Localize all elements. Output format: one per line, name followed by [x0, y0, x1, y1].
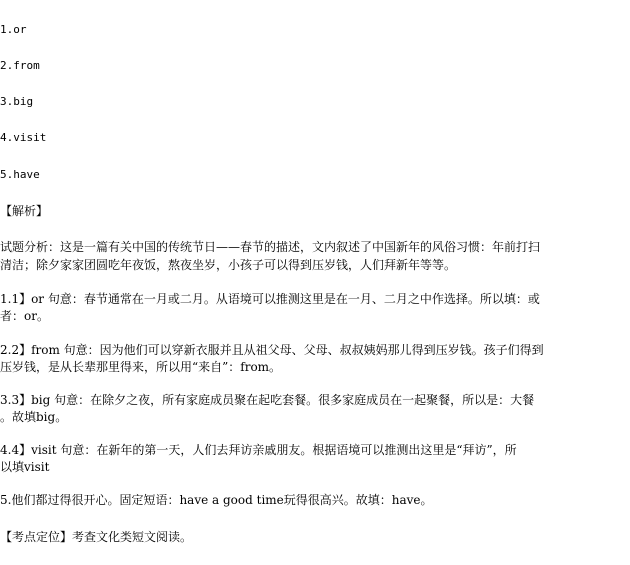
analysis-heading: 【解析】	[0, 204, 49, 218]
answer-4: 4.visit	[0, 131, 47, 144]
summary-line-1: 试题分析：这是一篇有关中国的传统节日——春节的描述，文内叙述了中国新年的风俗习惯：年前打扫	[0, 240, 541, 254]
answer-1: 1.or	[0, 23, 27, 36]
explanation-5-line-1: 5.他们都过得很开心。固定短语：have a good time玩得很高兴。故填：have。	[0, 493, 433, 507]
explanation-2-line-2: 压岁钱，是从长辈那里得来，所以用“来自”：from。	[0, 360, 282, 374]
answer-5: 5.have	[0, 168, 40, 181]
answer-3: 3.big	[0, 95, 34, 108]
explanation-4-line-2: 以填visit	[0, 460, 50, 474]
kaodian-line: 【考点定位】考查文化类短文阅读。	[0, 530, 193, 544]
summary-line-2: 清洁；除夕家家团圆吃年夜饭，熬夜坐岁，小孩子可以得到压岁钱，人们拜新年等等。	[0, 258, 457, 272]
explanation-2-line-1: 2.2】from 句意：因为他们可以穿新衣服并且从祖父母、父母、叔叔姨妈那儿得到压岁钱。孩子们得到	[0, 343, 544, 357]
explanation-3-line-1: 3.3】big 句意：在除夕之夜，所有家庭成员聚在起吃套餐。很多家庭成员在一起聚餐，所以是：大餐	[0, 393, 535, 407]
explanation-3-line-2: 。故填big。	[0, 410, 68, 424]
answer-2: 2.from	[0, 59, 40, 72]
explanation-1-line-1: 1.1】or 句意：春节通常在一月或二月。从语境可以推测这里是在一月、二月之中作选择。所以填：或	[0, 292, 540, 306]
explanation-4-line-1: 4.4】visit 句意：在新年的第一天，人们去拜访亲戚朋友。根据语境可以推测出这里是“拜访”，所	[0, 443, 517, 457]
explanation-1-line-2: 者：or。	[0, 309, 49, 323]
